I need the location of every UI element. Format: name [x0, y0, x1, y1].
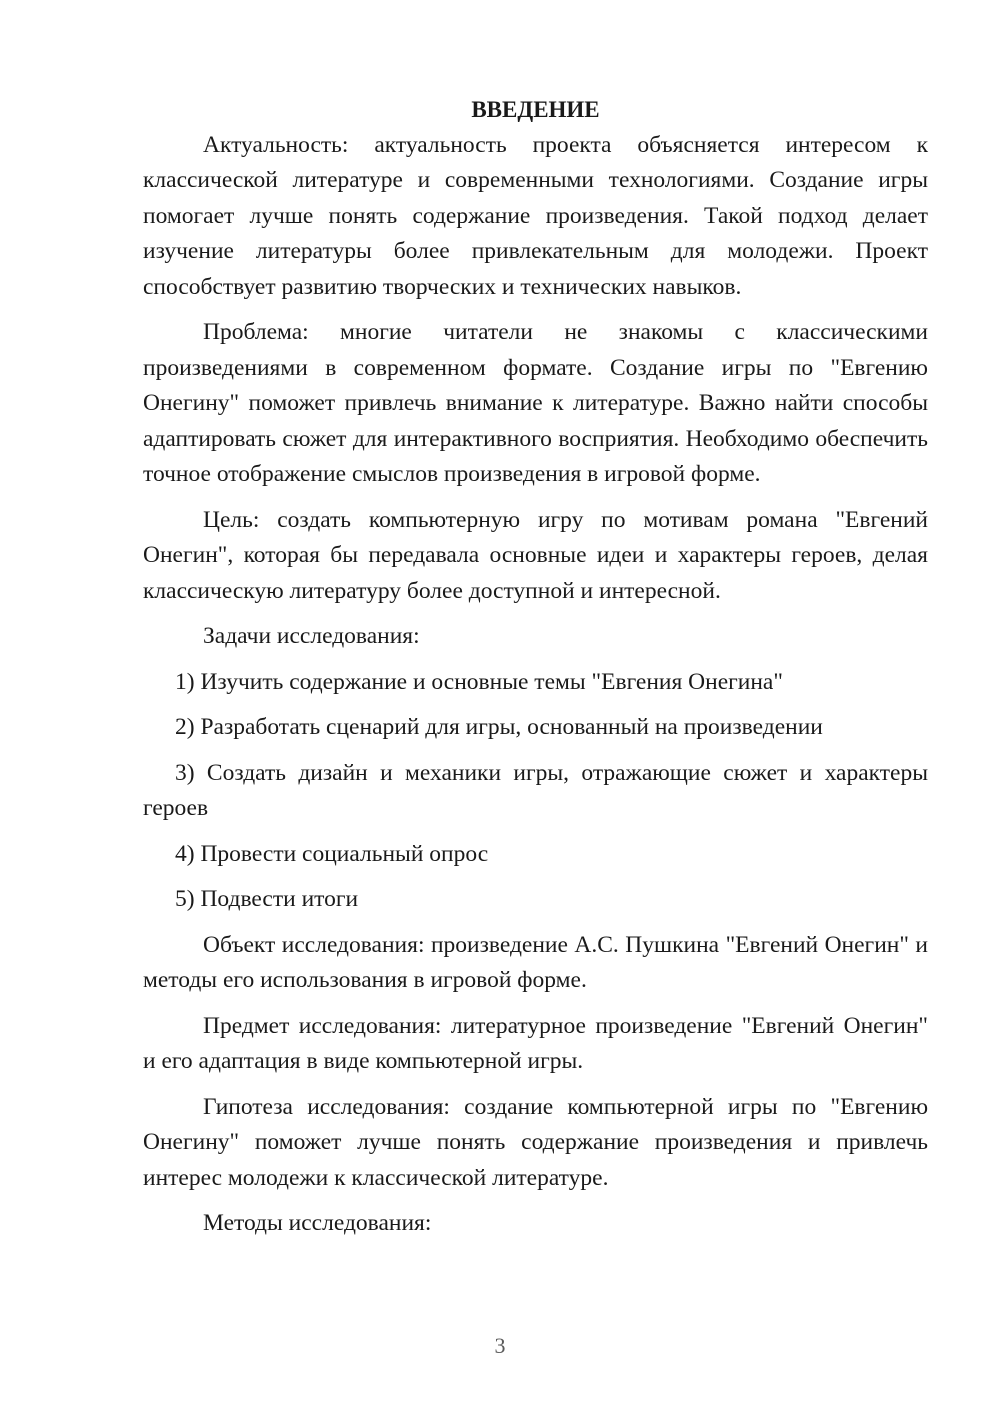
task-item-5: 5) Подвести итоги	[175, 886, 359, 912]
paragraph-hypothesis: Гипотеза исследования: создание компьютерной игры по "Евгению Онегину" поможет лучше понять содержание произведения и привлечь интерес молодежи к классической литературе.	[143, 1093, 928, 1191]
paragraph-subject: Предмет исследования: литературное произведение "Евгений Онегин" и его адаптация в виде компьютерной игры.	[143, 1012, 928, 1074]
task-item-1: 1) Изучить содержание и основные темы "Евгения Онегина"	[175, 668, 783, 695]
paragraph-object: Объект исследования: произведение А.С. Пушкина "Евгений Онегин" и методы его использования в игровой форме.	[143, 931, 928, 993]
tasks-title: Задачи исследования:	[203, 623, 420, 649]
task-item-3: 3) Создать дизайн и механики игры, отражающие сюжет и характеры героев	[143, 759, 928, 821]
section-heading: ВВЕДЕНИЕ	[471, 97, 600, 122]
page-number: 3	[494, 1333, 506, 1358]
paragraph-problem: Проблема: многие читатели не знакомы с классическими произведениями в современном формате. Создание игры по "Евгению Онегину" поможет привлечь внимание к литературе. Важно найти способы адаптировать сюжет для интерактивного восприятия. Необходимо обеспечить точное отображение смыслов произведения в игровой форме.	[143, 319, 928, 487]
task-item-4: 4) Провести социальный опрос	[175, 840, 489, 867]
task-item-2: 2) Разработать сценарий для игры, основанный на произведении	[175, 714, 823, 740]
paragraph-goal: Цель: создать компьютерную игру по мотивам романа "Евгений Онегин", которая бы передавала основные идеи и характеры героев, делая классическую литературу более доступной и интересной.	[143, 506, 928, 604]
paragraph-relevance: Актуальность: актуальность проекта объясняется интересом к классической литературе и современными технологиями. Создание игры помогает лучше понять содержание произведения. Такой подход делает изучение литературы более привлекательным для молодежи. Проект способствует развитию творческих и технических навыков.	[143, 131, 928, 300]
methods-title: Методы исследования:	[203, 1210, 432, 1236]
page-content	[143, 92, 928, 1252]
